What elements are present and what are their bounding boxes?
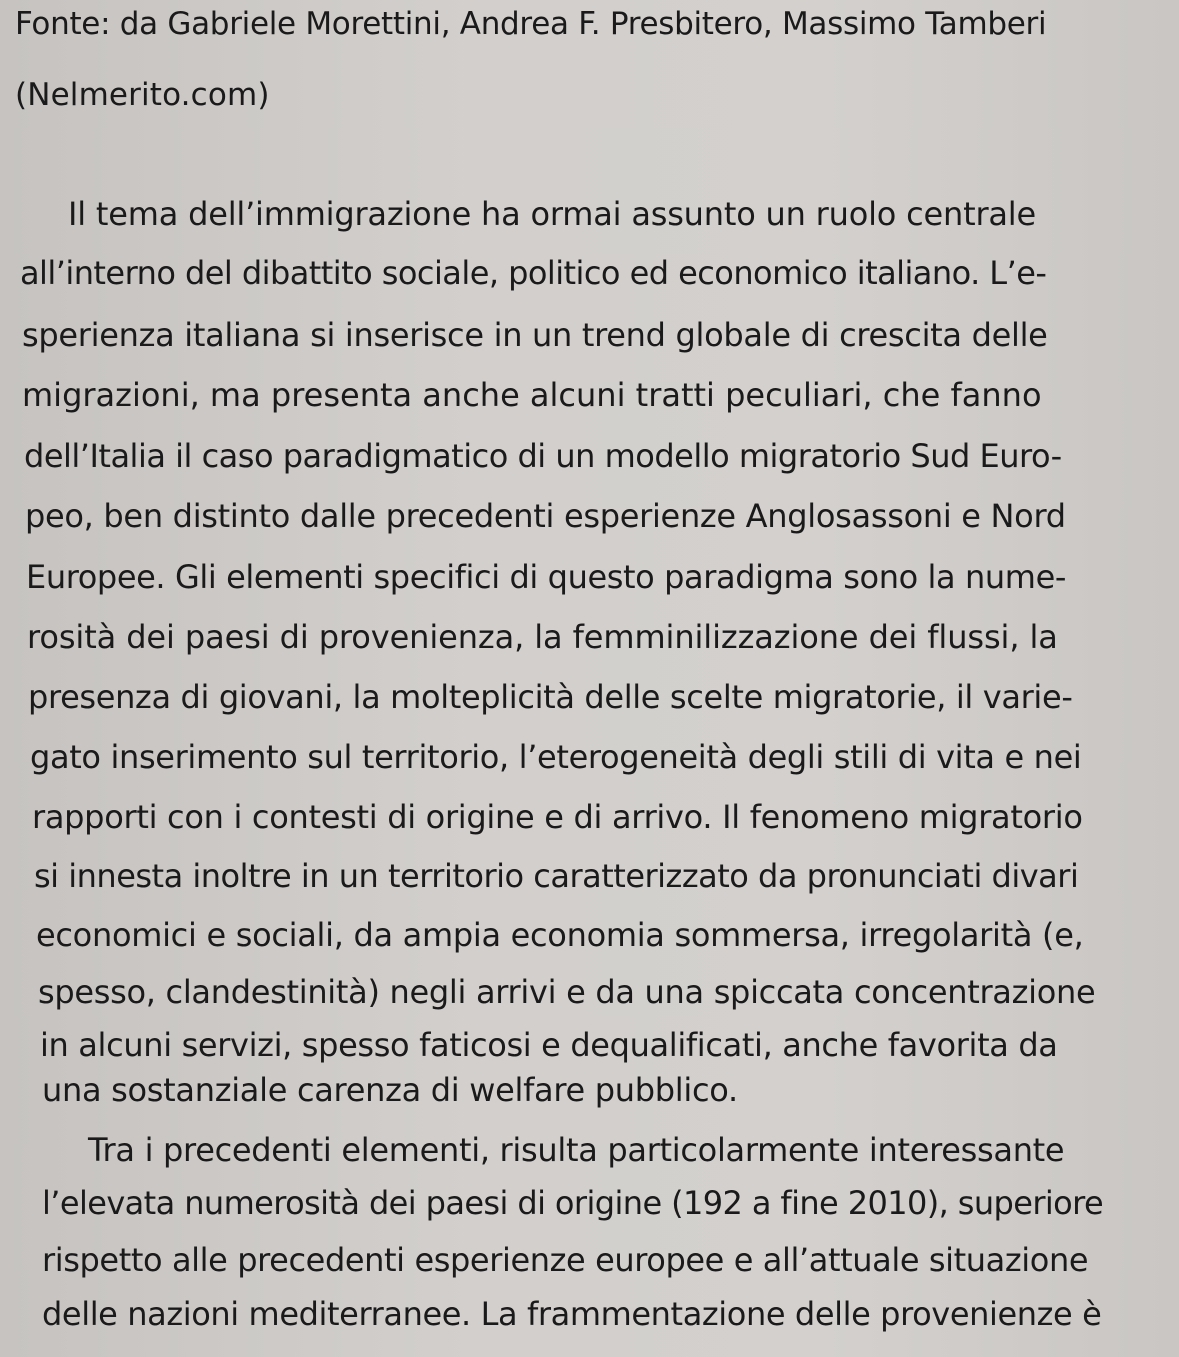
source-line: (Nelmerito.com) (15, 77, 270, 113)
paragraph-line: spesso, clandestinità) negli arrivi e da una spiccata concentrazione (38, 973, 1096, 1011)
paragraph-line: Tra i precedenti elementi, risulta particolarmente interessante (88, 1131, 1065, 1169)
paragraph-line: economici e sociali, da ampia economia sommersa, irregolarità (e, (36, 916, 1084, 954)
paragraph-line: sperienza italiana si inserisce in un trend globale di crescita delle (22, 316, 1048, 354)
paragraph-line: dell’Italia il caso paradigmatico di un modello migratorio Sud Euro- (24, 437, 1062, 475)
paragraph-line: rispetto alle precedenti esperienze europee e all’attuale situazione (42, 1241, 1089, 1279)
paragraph-line: si innesta inoltre in un territorio caratterizzato da pronunciati divari (34, 857, 1079, 895)
paragraph-line: in alcuni servizi, spesso faticosi e dequalificati, anche favorita da (40, 1026, 1058, 1064)
source-line: Fonte: da Gabriele Morettini, Andrea F. Presbitero, Massimo Tamberi (15, 6, 1047, 42)
paragraph-line: l’elevata numerosità dei paesi di origine (192 a fine 2010), superiore (42, 1184, 1104, 1222)
paragraph-line: peo, ben distinto dalle precedenti esperienze Anglosassoni e Nord (25, 497, 1066, 535)
paragraph-line: una sostanziale carenza di welfare pubblico. (42, 1071, 738, 1109)
paragraph-line: rosità dei paesi di provenienza, la femminilizzazione dei flussi, la (27, 618, 1058, 656)
paragraph-line: migrazioni, ma presenta anche alcuni tratti peculiari, che fanno (22, 376, 1042, 414)
paragraph-line: delle nazioni mediterranee. La frammentazione delle provenienze è (42, 1295, 1102, 1333)
paragraph-line: presenza di giovani, la molteplicità delle scelte migratorie, il varie- (28, 678, 1073, 716)
paragraph-line: all’interno del dibattito sociale, politico ed economico italiano. L’e- (20, 254, 1047, 292)
paragraph-line: rapporti con i contesti di origine e di arrivo. Il fenomeno migratorio (32, 798, 1083, 836)
paragraph-line: Il tema dell’immigrazione ha ormai assunto un ruolo centrale (68, 195, 1036, 233)
paragraph-line: Europee. Gli elementi specifici di questo paradigma sono la nume- (26, 558, 1067, 596)
paragraph-line: gato inserimento sul territorio, l’eterogeneità degli stili di vita e nei (30, 738, 1082, 776)
